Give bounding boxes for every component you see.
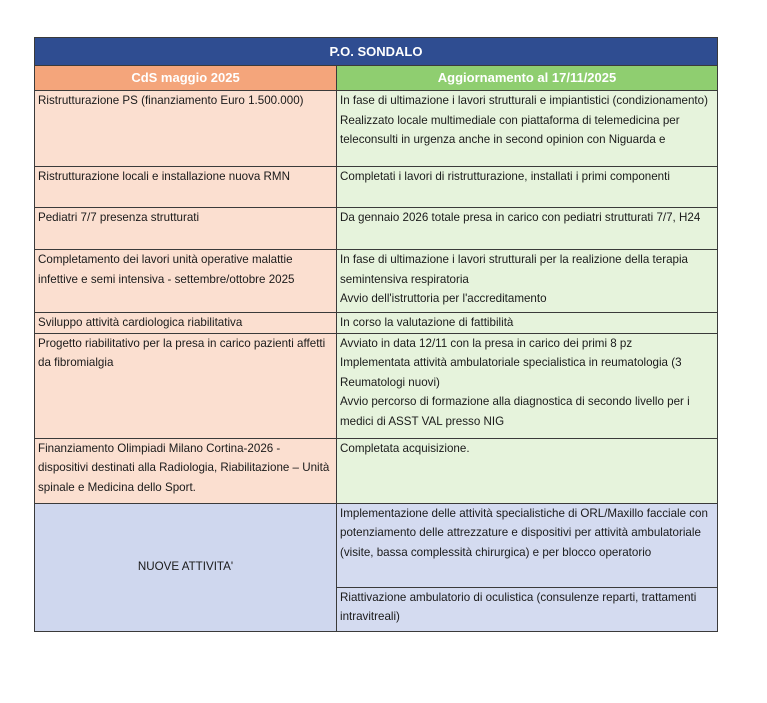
new-activities-label: NUOVE ATTIVITA'	[35, 503, 337, 631]
update-item: Realizzato locale multimediale con piattaforma di telemedicina per teleconsulti in urgenza anche in second opinion con Niguarda e	[340, 113, 680, 146]
table-row	[35, 333, 718, 438]
new-activity-item: Implementazione delle attività specialistiche di ORL/Maxillo facciale con potenziamento delle attrezzature e dispositivi per attività ambulatoriale (visite, bassa complessità chirurgica) e per blocco operatorio	[337, 503, 718, 587]
row-update	[337, 438, 718, 503]
update-item: Avviato in data 12/11 con la presa in carico dei primi 8 pz	[340, 336, 633, 350]
update-item: Da gennaio 2026 totale presa in carico con pediatri strutturati 7/7, H24	[340, 211, 701, 224]
update-item: Completata acquisizione.	[340, 441, 470, 455]
table-title: P.O. SONDALO	[35, 38, 718, 66]
new-activity-item: Riattivazione ambulatorio di oculistica (consulenze reparti, trattamenti intravitreali)	[337, 587, 718, 631]
update-item: In corso la valutazione di fattibilità	[340, 316, 514, 329]
header-cds: CdS maggio 2025	[35, 66, 337, 91]
row-objective: Completamento dei lavori unità operative malattie infettive e semi intensiva - settembre/ottobre 2025	[35, 250, 337, 313]
title-row	[35, 38, 718, 66]
update-item: Avvio dell'istruttoria per l'accreditamento	[340, 292, 547, 305]
update-item: In fase di ultimazione i lavori strutturali e impiantistici (condizionamento)	[340, 94, 708, 107]
header-row	[35, 66, 718, 91]
row-objective: Sviluppo attività cardiologica riabilitativa	[35, 313, 337, 334]
status-table	[34, 37, 718, 632]
table-row	[35, 167, 718, 208]
row-objective: Progetto riabilitativo per la presa in carico pazienti affetti da fibromialgia	[35, 333, 337, 438]
row-update	[337, 313, 718, 334]
table-row	[35, 313, 718, 334]
update-item: In fase di ultimazione i lavori strutturali per la realizione della terapia semintensiva respiratoria	[340, 253, 688, 286]
table-row	[35, 438, 718, 503]
table-row	[35, 208, 718, 250]
row-objective: Ristrutturazione locali e installazione nuova RMN	[35, 167, 337, 208]
row-update	[337, 208, 718, 250]
table-row	[35, 91, 718, 167]
row-update	[337, 91, 718, 167]
new-activities-row	[35, 503, 718, 587]
update-item: Completati i lavori di ristrutturazione, installati i primi componenti	[340, 170, 670, 183]
row-objective: Finanziamento Olimpiadi Milano Cortina-2026 - dispositivi destinati alla Radiologia, Riabilitazione – Unità spinale e Medicina dello Sport.	[35, 438, 337, 503]
row-objective: Pediatri 7/7 presenza strutturati	[35, 208, 337, 250]
table-row	[35, 250, 718, 313]
update-item: Implementata attività ambulatoriale specialistica in reumatologia (3 Reumatologi nuovi)	[340, 356, 682, 389]
row-update	[337, 333, 718, 438]
row-update	[337, 250, 718, 313]
update-item: Avvio percorso di formazione alla diagnostica di secondo livello per i medici di ASST VAL presso NIG	[340, 395, 690, 428]
header-update: Aggiornamento al 17/11/2025	[337, 66, 718, 91]
row-update	[337, 167, 718, 208]
row-objective: Ristrutturazione PS (finanziamento Euro 1.500.000)	[35, 91, 337, 167]
